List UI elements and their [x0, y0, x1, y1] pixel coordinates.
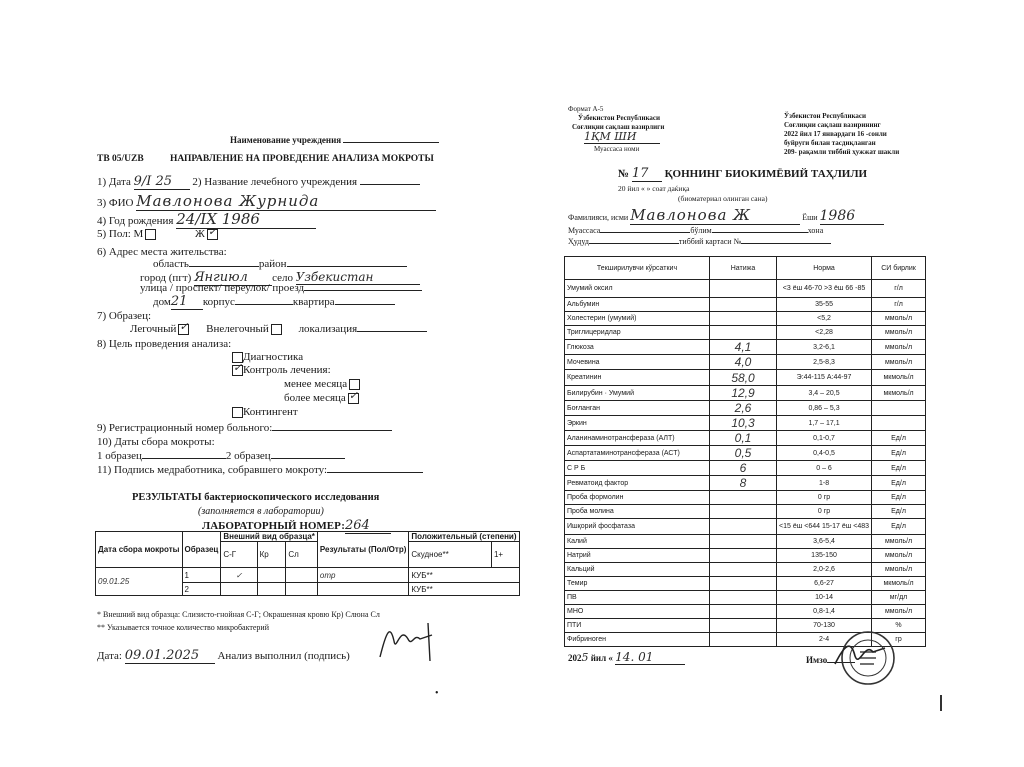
- th-appearance: Внешний вид образца*: [221, 532, 318, 542]
- biochem-unit: мкмоль/л: [872, 386, 926, 401]
- sex-f-label: Ж: [195, 228, 205, 240]
- row1-date: 09.01.25: [96, 568, 183, 596]
- biochem-norm: 1-8: [777, 476, 872, 491]
- signature-label: 11) Подпись медработника, собравшего мокроту:: [97, 464, 328, 476]
- biochem-result: 0,5: [710, 446, 777, 461]
- biochem-unit: Ед/л: [872, 446, 926, 461]
- sex-row: [97, 224, 218, 240]
- biochem-norm: 0,1-0,7: [777, 431, 872, 446]
- biochem-name: Аспартатаминотрансфераза (АСТ): [565, 446, 710, 461]
- date-value: 9/I 25: [134, 174, 190, 190]
- localization-label: локализация: [298, 323, 358, 335]
- ministry-right-4: буйруги билан тасдиқланган: [784, 139, 876, 147]
- biochem-result: 4,0: [710, 355, 777, 370]
- treatment-control-label: Контроль лечения:: [243, 364, 331, 376]
- row1-result: отр: [317, 568, 408, 583]
- extrapulmonary-label: Внелегочный: [206, 323, 269, 335]
- biochem-result: [710, 298, 777, 312]
- biochem-result: 2,6: [710, 401, 777, 416]
- address-house-row: [153, 294, 395, 310]
- biochem-row: [565, 280, 926, 298]
- biochem-name: Эркин: [565, 416, 710, 431]
- lab-number-label: ЛАБОРАТОРНЫЙ НОМЕР:: [202, 520, 345, 532]
- biochem-unit: ммоль/л: [872, 563, 926, 577]
- biochem-name: Альбумин: [565, 298, 710, 312]
- biochem-unit: Ед/л: [872, 491, 926, 505]
- title-row: [618, 166, 867, 182]
- biochem-name: Холестерин (умумий): [565, 312, 710, 326]
- date-row: [97, 174, 420, 190]
- fio-value: Мавлонова Журнида: [136, 192, 436, 211]
- biochem-norm: 0,4-0,5: [777, 446, 872, 461]
- patient-name-value: Мавлонова Ж: [630, 206, 800, 225]
- sex-f-checkbox[interactable]: ✓: [207, 224, 218, 238]
- th-cg: С-Г: [221, 542, 257, 568]
- ministry-right-5: 209- рақамли тиббий ҳужжат шакли: [784, 148, 900, 156]
- row1-mark: ✓: [221, 568, 257, 583]
- sex-m-checkbox[interactable]: [145, 229, 156, 240]
- lab-number-value: 264: [345, 518, 391, 534]
- biochem-norm: 6,6-27: [777, 577, 872, 591]
- biochem-result: 8: [710, 476, 777, 491]
- biochem-row: [565, 591, 926, 605]
- reg-number-label: 9) Регистрационный номер больного:: [97, 422, 273, 434]
- biochem-row: [565, 416, 926, 431]
- biochem-unit: Ед/л: [872, 461, 926, 476]
- address-street-row: [140, 282, 422, 294]
- biochem-row: [565, 491, 926, 505]
- biochem-unit: Ед/л: [872, 519, 926, 535]
- korpus-label: корпус: [202, 296, 235, 308]
- biochem-name: Аланинаминотрансфераза (АЛТ): [565, 431, 710, 446]
- biochem-result: [710, 591, 777, 605]
- col-unit: СИ бирлик: [872, 257, 926, 280]
- biochem-row: [565, 461, 926, 476]
- birth-row: [97, 210, 316, 229]
- biochem-result: [710, 535, 777, 549]
- biochem-unit: [872, 416, 926, 431]
- biochem-result: [710, 312, 777, 326]
- biochem-name: Умумий оксил: [565, 280, 710, 298]
- number-value: 17: [632, 166, 662, 182]
- sample1-label: 1 образец: [97, 450, 142, 462]
- biochem-row: [565, 446, 926, 461]
- biochemistry-rows: [565, 280, 926, 647]
- results-table: [95, 531, 520, 596]
- biochem-row: [565, 326, 926, 340]
- district-label: район: [258, 258, 287, 270]
- birth-value: 24/IX 1986: [176, 210, 316, 229]
- signature-scribble-right: [831, 634, 891, 674]
- village-label: село: [272, 272, 293, 284]
- biochem-norm: <2,28: [777, 326, 872, 340]
- biochem-row: [565, 340, 926, 355]
- biochem-result: [710, 505, 777, 519]
- biochem-unit: Ед/л: [872, 476, 926, 491]
- biochem-result: 10,3: [710, 416, 777, 431]
- th-scanty: Скудное**: [409, 542, 492, 568]
- sign-label: Имзо: [806, 655, 828, 665]
- sputum-referral-form: Наименование учреждения ТВ 05/UZB НАПРАВЛЕНИЕ НА ПРОВЕДЕНИЕ АНАЛИЗА МОКРОТЫ 1) Дата 9/I 25 2) Название лечебного учреждения 3) ФИО Мавлонова Журнида 4) Год рождения 24/IX 1986 5) Пол: М Ж ✓ 6) Адрес места жительства: область район город (пгт) Янгиюл село Узбекистан улица / проспект/ переулок/ проезд дом21 корпус квартира 7) Образец: Легочный ✓ Внелегочный локализация 8) Цель проведения анализа: Диагностика ✓ Контроль лечения: менее месяца более месяца ✓ Контингент 9) Регистрационный номер больного: 10) Даты сбора мокроты: 1 образец 2 образец 11) Подпись медработника, собравшего мокроту: РЕЗУЛЬТАТЫ бактериоскопического исследования (заполняется в лаборатории) ЛАБОРАТОРНЫЙ НОМЕР:264 Дата сбора мокроты Образец Внешний вид образца* Результаты (Пол/Отр) Положительный (степени) С-Г Кр Сл Скудное** 1+ 09.01.25 1 ✓ отр КУБ** 2 КУБ** * Внешний вид образца: Слизисто-гнойная С-Г; Окрашенная кровю Кр) Слюна Сл ** Указывается точное количество микробактерий Дата: 09.01.2025 Анализ выполнил (подпись) •: [78, 88, 482, 708]
- footer-date-value: 09.01.2025: [125, 648, 215, 664]
- district-label: Ҳудуд: [568, 237, 589, 246]
- footer-row: [97, 648, 350, 664]
- facility-label: Муассаса номи: [594, 145, 640, 153]
- more-month-checkbox[interactable]: ✓: [348, 388, 359, 402]
- apartment-label: квартира: [292, 296, 335, 308]
- biochem-unit: Ед/л: [872, 505, 926, 519]
- sex-label: 5) Пол: М: [97, 228, 144, 240]
- biochem-name: Креатинин: [565, 370, 710, 386]
- biochem-norm: 70-130: [777, 619, 872, 633]
- sampling-date-line: 20 йил « » соат даќиқа: [618, 184, 690, 193]
- biochem-name: Ревматоид фактор: [565, 476, 710, 491]
- biochem-norm: 2,0-2,6: [777, 563, 872, 577]
- biochem-row: [565, 563, 926, 577]
- sampling-date-caption: (биоматериал олинган сана): [678, 194, 768, 203]
- treatment-control-checkbox[interactable]: ✓: [233, 360, 243, 374]
- biochem-name: Проба формолин: [565, 491, 710, 505]
- biochem-result: 6: [710, 461, 777, 476]
- biochem-unit: ммоль/л: [872, 605, 926, 619]
- institution-row: [568, 226, 823, 235]
- ministry-right-1: Ўзбекистон Республикаси: [784, 112, 867, 120]
- biochem-row: [565, 386, 926, 401]
- institution-label: Муассаса: [568, 226, 601, 235]
- biochem-result: [710, 577, 777, 591]
- region-label: область: [153, 258, 189, 270]
- signature-scribble: [368, 613, 458, 668]
- biochem-row: [565, 605, 926, 619]
- biochem-norm: 3,4 – 20,5: [777, 386, 872, 401]
- district-row: [568, 237, 831, 246]
- biochem-norm: 2,5-8,3: [777, 355, 872, 370]
- biochem-unit: мг/дл: [872, 591, 926, 605]
- biochem-name: Кальций: [565, 563, 710, 577]
- th-positive: Положительный (степени): [409, 532, 519, 542]
- biochem-name: Триглицеридлар: [565, 326, 710, 340]
- age-label: Ёши: [802, 213, 818, 222]
- pulmonary-label: Легочный: [130, 323, 177, 335]
- col-norm: Норма: [777, 257, 872, 280]
- biochem-row: [565, 505, 926, 519]
- patient-name-label: Фамилияси, исми: [568, 213, 629, 222]
- date-footer-row: [568, 650, 685, 665]
- biochem-unit: %: [872, 619, 926, 633]
- th-sl: Сл: [286, 542, 318, 568]
- biochem-name: Фибриноген: [565, 633, 710, 647]
- biochem-norm: 0 гр: [777, 505, 872, 519]
- sample2-label: 2 образец: [225, 450, 271, 462]
- biochem-name: МНО: [565, 605, 710, 619]
- date-footer-label: йил «: [590, 653, 613, 663]
- ministry-right-2: Соғлиқни сақлаш вазирининг: [784, 121, 881, 129]
- footer-date-label: Дата:: [97, 650, 122, 662]
- city-value: Янгиюл: [194, 270, 272, 286]
- birth-label: 4) Год рождения: [97, 215, 174, 227]
- biochem-result: [710, 605, 777, 619]
- th-sample: Образец: [182, 532, 221, 568]
- biochem-name: Боғланган: [565, 401, 710, 416]
- biochem-norm: 0,8-1,4: [777, 605, 872, 619]
- pulmonary-checkbox[interactable]: ✓: [179, 319, 189, 333]
- biochem-result: [710, 633, 777, 647]
- age-value: 1986: [820, 208, 884, 225]
- row1-sample: 1: [182, 568, 221, 583]
- date-footer-prefix: 202: [568, 653, 582, 663]
- patient-name-row: [568, 206, 884, 225]
- biochem-name: Калий: [565, 535, 710, 549]
- biochem-norm: 0 гр: [777, 491, 872, 505]
- biochem-result: [710, 326, 777, 340]
- biochem-name: Ишқорий фосфатаза: [565, 519, 710, 535]
- form-code: ТВ 05/UZB: [97, 154, 144, 164]
- biochem-name: Глюкоза: [565, 340, 710, 355]
- sample-row: [130, 319, 427, 335]
- more-month-label: более месяца: [284, 392, 346, 404]
- biochem-row: [565, 370, 926, 386]
- biochem-unit: ммоль/л: [872, 326, 926, 340]
- facility-hand: 1ҚМ ШИ: [584, 130, 660, 144]
- biochem-unit: [872, 401, 926, 416]
- biochem-name: Натрий: [565, 549, 710, 563]
- biochem-result: [710, 491, 777, 505]
- village-value: Узбекистан: [296, 270, 420, 285]
- biochem-unit: ммоль/л: [872, 535, 926, 549]
- date-footer-year: 5: [581, 651, 589, 664]
- more-month-row: [284, 388, 359, 404]
- ministry-left-2: Соғлиқни сақлаш вазирлиги: [572, 123, 665, 131]
- biochem-unit: гр: [872, 633, 926, 647]
- biochem-row: [565, 535, 926, 549]
- purpose-label: 8) Цель проведения анализа:: [97, 338, 232, 350]
- biochem-norm: 0 – 6: [777, 461, 872, 476]
- biochem-result: 58,0: [710, 370, 777, 386]
- form-title: ҚОННИНГ БИОКИМЁВИЙ ТАҲЛИЛИ: [664, 168, 868, 180]
- sample-label: 7) Образец:: [97, 310, 152, 322]
- reg-number-row: [97, 422, 392, 434]
- col-result: Натижа: [710, 257, 777, 280]
- biochem-unit: мкмоль/л: [872, 577, 926, 591]
- biochem-norm: 3,6-5,4: [777, 535, 872, 549]
- biochem-norm: 0,86 – 5,3: [777, 401, 872, 416]
- format-label: Формат А-5: [568, 105, 604, 113]
- biochem-unit: Ед/л: [872, 431, 926, 446]
- biochem-result: [710, 563, 777, 577]
- ministry-left-1: Ўзбекистон Республикаси: [578, 114, 661, 122]
- biochem-unit: мкмоль/л: [872, 370, 926, 386]
- biochem-unit: г/л: [872, 280, 926, 298]
- footnote-1: * Внешний вид образца: Слизисто-гнойная С-Г; Окрашенная кровю Кр) Слюна Сл: [97, 610, 380, 619]
- biochem-row: [565, 298, 926, 312]
- house-value: 21: [171, 294, 203, 310]
- treatment-control-row: [230, 360, 331, 376]
- biochem-row: [565, 401, 926, 416]
- col-indicator: Текширилувчи кўрсаткич: [565, 257, 710, 280]
- signature-row: [97, 464, 423, 476]
- th-one-plus: 1+: [491, 542, 519, 568]
- biochem-norm: 35-55: [777, 298, 872, 312]
- th-result: Результаты (Пол/Отр): [317, 532, 408, 568]
- biochemistry-form: [548, 100, 940, 695]
- biochem-norm: <15 ёш <644 15-17 ёш <483: [777, 519, 872, 535]
- biochem-row: [565, 431, 926, 446]
- biochem-norm: <5,2: [777, 312, 872, 326]
- footnote-2: ** Указывается точное количество микробактерий: [97, 623, 269, 632]
- biochem-name: С Р Б: [565, 461, 710, 476]
- biochem-result: [710, 280, 777, 298]
- biochem-result: 12,9: [710, 386, 777, 401]
- biochem-result: 0,1: [710, 431, 777, 446]
- biochem-result: [710, 519, 777, 535]
- number-label: №: [618, 168, 630, 180]
- biochem-unit: ммоль/л: [872, 312, 926, 326]
- results-subtitle: (заполняется в лаборатории): [198, 506, 324, 517]
- biochem-name: Темир: [565, 577, 710, 591]
- extrapulmonary-checkbox[interactable]: [271, 324, 282, 335]
- room-label: хона: [807, 226, 824, 235]
- date-footer-value: 14. 01: [615, 650, 685, 665]
- house-label: дом: [153, 296, 171, 308]
- biochem-norm: 135-150: [777, 549, 872, 563]
- biochem-row: [565, 519, 926, 535]
- biochem-norm: 2-4: [777, 633, 872, 647]
- biochem-name: ПТИ: [565, 619, 710, 633]
- biochem-unit: ммоль/л: [872, 355, 926, 370]
- row1-kub: КУБ**: [409, 568, 519, 583]
- biochem-unit: ммоль/л: [872, 340, 926, 355]
- analysis-by-label: Анализ выполнил (подпись): [217, 650, 350, 662]
- biochem-row: [565, 549, 926, 563]
- th-kr: Кр: [257, 542, 286, 568]
- biochem-name: Мочевина: [565, 355, 710, 370]
- ministry-right-3: 2022 йил 17 январдаги 16 -сонли: [784, 130, 887, 138]
- biochemistry-table: [564, 256, 926, 647]
- collection-dates-label: 10) Даты сбора мокроты:: [97, 436, 215, 448]
- card-label: тиббий картаси №: [678, 237, 742, 246]
- biochem-name: Билирубин · Умумий: [565, 386, 710, 401]
- row2-sample: 2: [182, 583, 221, 596]
- biochem-row: [565, 476, 926, 491]
- biochem-unit: ммоль/л: [872, 549, 926, 563]
- biochem-row: [565, 355, 926, 370]
- biochem-result: [710, 549, 777, 563]
- biochem-name: Проба молина: [565, 505, 710, 519]
- fio-row: [97, 192, 436, 211]
- row2-kub: КУБ**: [409, 583, 519, 596]
- th-date: Дата сбора мокроты: [96, 532, 183, 568]
- fio-label: 3) ФИО: [97, 197, 134, 209]
- biochem-result: 4,1: [710, 340, 777, 355]
- page-edge-mark: [940, 695, 942, 711]
- results-title: РЕЗУЛЬТАТЫ бактериоскопического исследования: [132, 492, 380, 503]
- biochem-row: [565, 577, 926, 591]
- facility-label: 2) Название лечебного учреждения: [192, 176, 358, 188]
- biochem-unit: г/л: [872, 298, 926, 312]
- less-month-label: менее месяца: [284, 378, 348, 390]
- date-label: 1) Дата: [97, 176, 131, 188]
- address-label: 6) Адрес места жительства:: [97, 246, 227, 258]
- city-label: город (пгт): [140, 272, 192, 284]
- contingent-checkbox[interactable]: [232, 407, 243, 418]
- contingent-row: [230, 406, 298, 418]
- biochem-name: ПВ: [565, 591, 710, 605]
- collection-samples-row: [97, 450, 345, 462]
- contingent-label: Контингент: [243, 406, 298, 418]
- biochem-norm: Э:44-115 А:44-97: [777, 370, 872, 386]
- institution-label: Наименование учреждения: [230, 135, 439, 145]
- form-title: НАПРАВЛЕНИЕ НА ПРОВЕДЕНИЕ АНАЛИЗА МОКРОТЫ: [170, 154, 434, 164]
- address-region-row: [153, 258, 407, 270]
- biochem-norm: 3,2-6,1: [777, 340, 872, 355]
- street-label: улица / проспект/ переулок/ проезд: [140, 282, 305, 294]
- biochem-norm: <3 ёш 46-70 >3 ёш 66 -85: [777, 280, 872, 298]
- diagnostics-label: Диагностика: [243, 351, 304, 363]
- department-label: бўлим: [690, 226, 712, 235]
- biochem-result: [710, 619, 777, 633]
- biochem-row: [565, 312, 926, 326]
- biochem-norm: 1,7 – 17,1: [777, 416, 872, 431]
- biochem-norm: 10-14: [777, 591, 872, 605]
